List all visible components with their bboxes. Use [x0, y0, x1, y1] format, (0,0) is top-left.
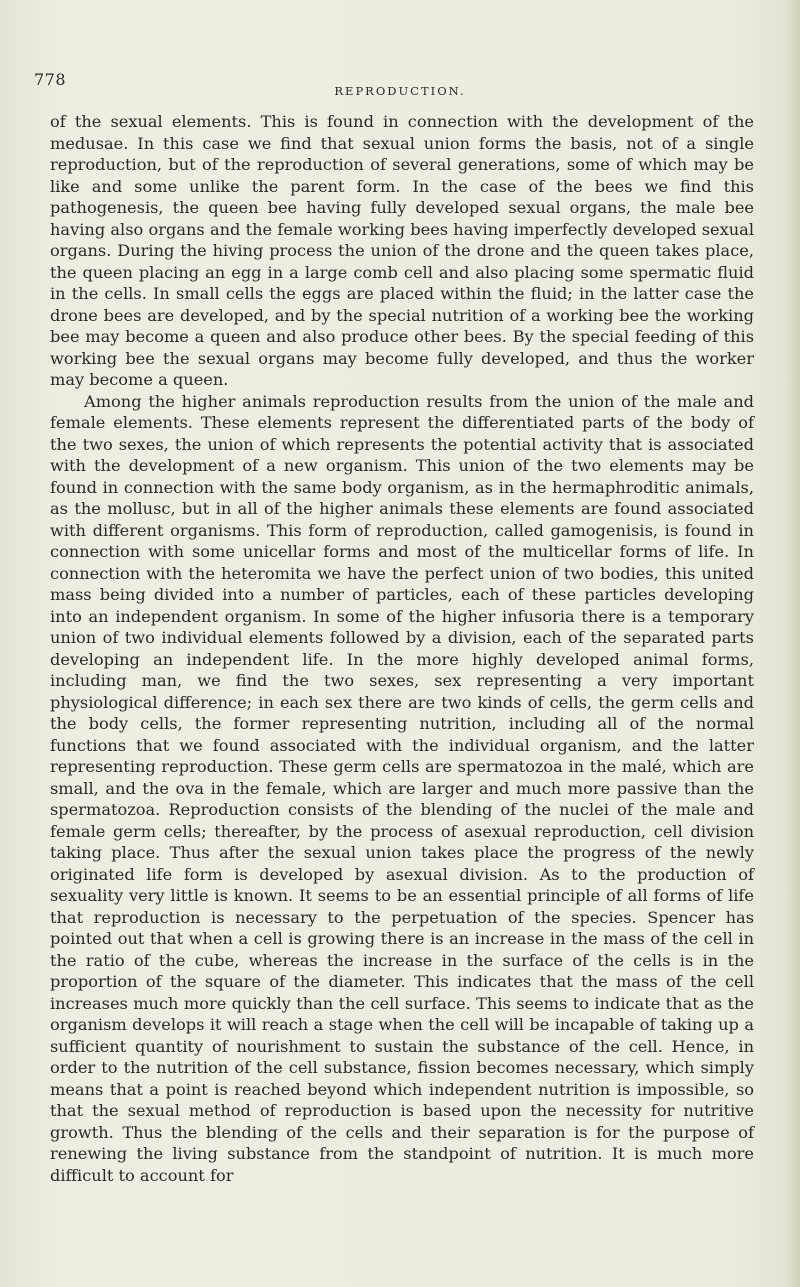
page-edge-shadow — [786, 0, 800, 1287]
page-number: 778 — [34, 70, 67, 89]
paragraph-higher-animals: Among the higher animals reproduction results from the union of the male and female elements. These elements represent the differentiated parts of the body of the two sexes, the union of which represents the potential activity that is associated with the development of a new organism. This union of the two elements may be found in connection with the same body organism, as in the hermaphroditic animals, as the mollusc, but in all of the higher animals these elements are found associated with different organisms. This form of reproduction, called gamogenisis, is found in connection with some unicellar forms and most of the multicellar forms of life. In connection with the heteromita we have the perfect union of two bodies, this united mass being divided into a number of particles, each of these particles developing into an independent organism. In some of the higher infusoria there is a temporary union of two individual elements followed by a division, each of the separated parts developing an independent life. In the more highly developed animal forms, including man, we find the two sexes, sex representing a very important physiological difference; in each sex there are two kinds of cells, the germ cells and the body cells, the former representing nutrition, including all of the normal functions that we found associated with the individual organism, and the latter representing reproduction. These germ cells are spermatozoa in the malé, which are small, and the ova in the female, which are larger and much more passive than the spermatozoa. Reproduction consists of the blending of the nuclei of the male and female germ cells; thereafter, by the process of asexual reproduction, cell division taking place. Thus after the sexual union takes place the progress of the newly originated life form is developed by asexual division. As to the production of sexuality very little is known. It seems to be an essential principle of all forms of life that reproduction is necessary to the perpetuation of the species. Spencer has pointed out that when a cell is growing there is an increase in the mass of the cell in the ratio of the cube, whereas the increase in the surface of the cells is in the proportion of the square of the diameter. This indicates that the mass of the cell increases much more quickly than the cell surface. This seems to indicate that as the organism develops it will reach a stage when the cell will be incapable of taking up a sufficient quantity of nourishment to sustain the substance of the cell. Hence, in order to the nutrition of the cell substance, fission becomes necessary, which simply means that a point is reached beyond which independent nutrition is impossible, so that the sexual method of reproduction is based upon the necessity for nutritive growth. Thus the blending of the cells and their separation is for the purpose of renewing the living substance from the standpoint of nutrition. It is much more difficult to account for — [50, 391, 754, 1185]
paragraph-continued: of the sexual elements. This is found in connection with the development of the medusae. In this case we find that sexual union forms the basis, not of a single reproduction, but of the reproduction of several generations, some of which may be like and some unlike the parent form. In the case of the bees we find this pathogenesis, the queen bee having fully developed sexual organs, the male bee having also organs and the female working bees having imperfectly developed sexual organs. During the hiving process the union of the drone and the queen takes place, the queen placing an egg in a large comb cell and also placing some spermatic fluid in the cells. In small cells the eggs are placed within the fluid; in the latter case the drone bees are developed, and by the special nutrition of a working bee the working bee may become a queen and also produce other bees. By the special feeding of this working bee the sexual organs may become fully developed, and thus the worker may become a queen. — [50, 112, 754, 389]
running-head: REPRODUCTION. — [334, 84, 466, 98]
body-text — [50, 111, 754, 1186]
